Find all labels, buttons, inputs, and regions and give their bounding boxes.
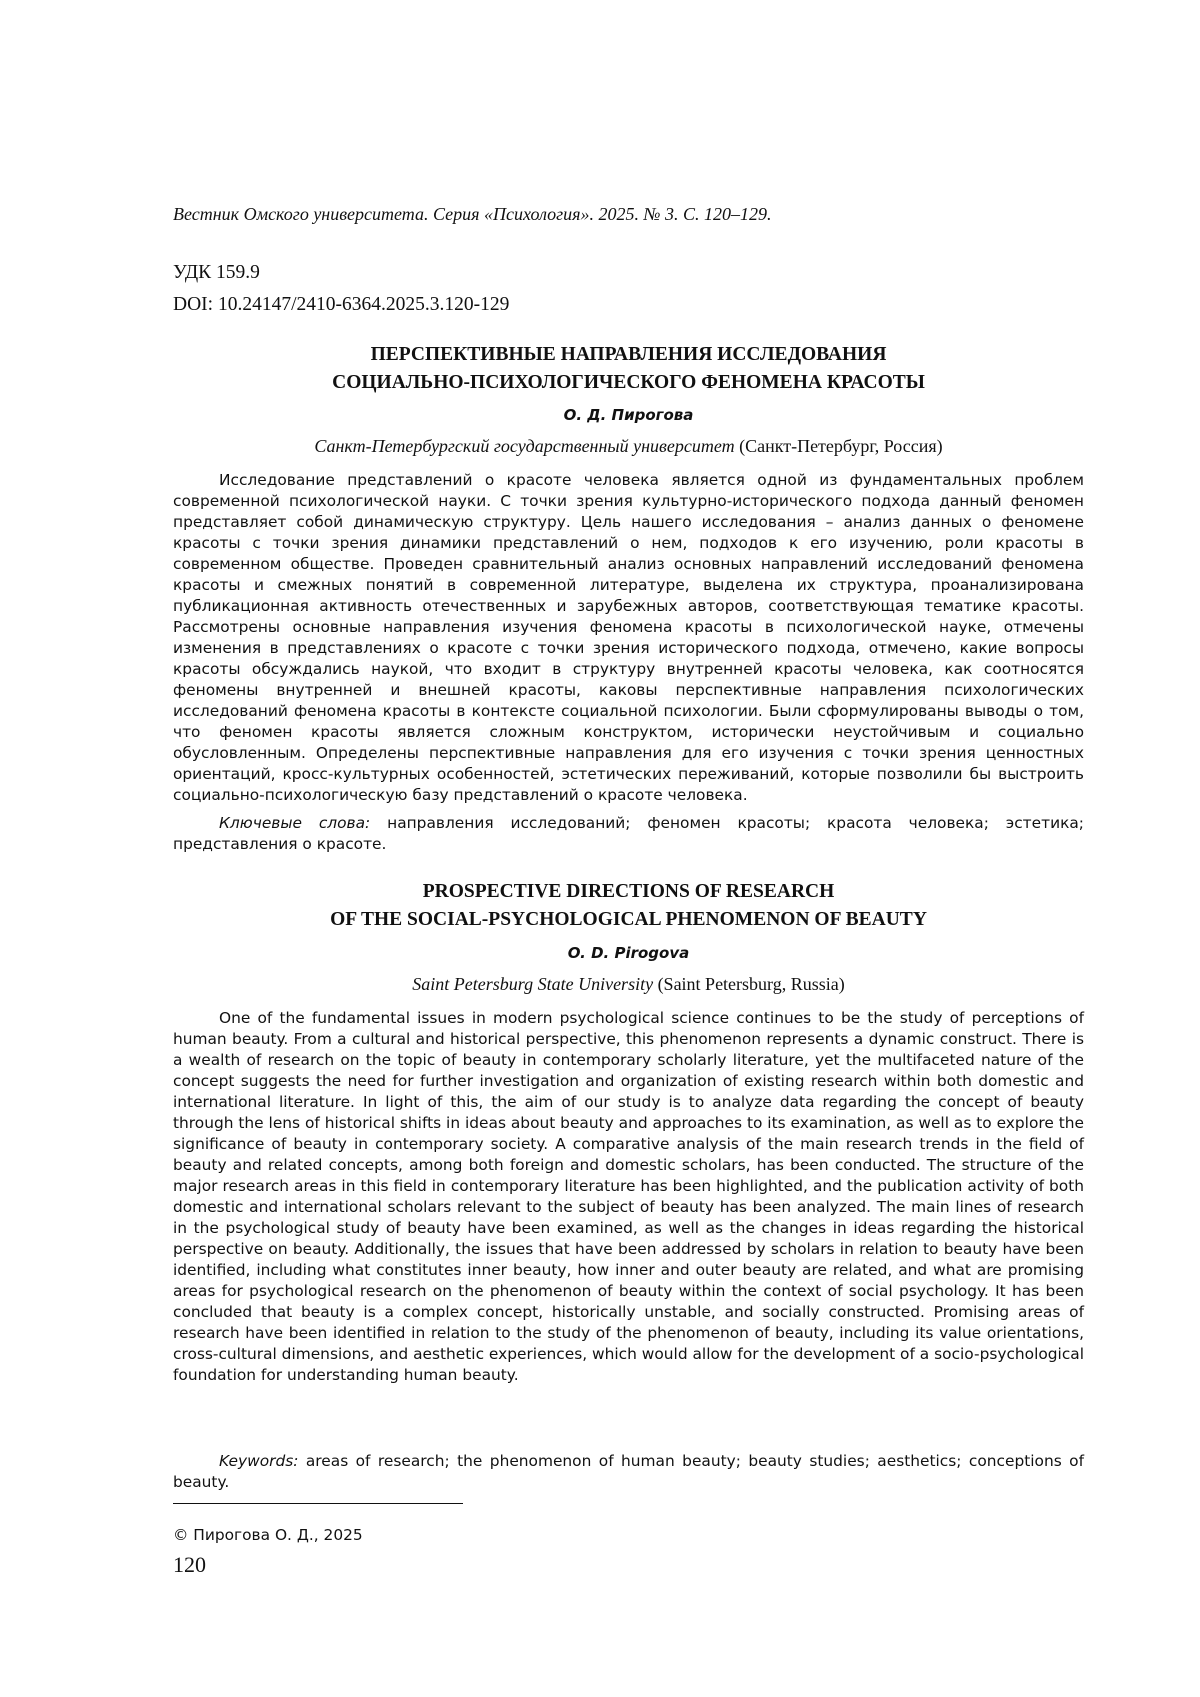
author-ru: О. Д. Пирогова xyxy=(563,406,694,424)
author-en: O. D. Pirogova xyxy=(567,944,690,962)
keywords-ru xyxy=(173,813,1084,855)
abstract-ru: Исследование представлений о красоте человека является одной из фундаментальных проблем современной психологической науки. С точки зрения культурно-исторического подхода данный феномен представляет собой динамическую структуру. Цель нашего исследования – анализ данных о феномене красоты с точки зрения динамики представлений о нем, подходов к его изучению, роли красоты в современном обществе. Проведен сравнительный анализ основных направлений исследований феномена красоты и смежных понятий в современной литературе, выделена их структура, проанализирована публикационная активность отечественных и зарубежных авторов, соответствующая тематике красоты. Рассмотрены основные направления изучения феномена красоты в психологической науке, отмечены изменения в представлениях о красоте с точки зрения исторического подхода, отмечено, какие вопросы красоты обсуждались наукой, что входит в структуру внутренней красоты человека, как соотносятся феномены внутренней и внешней красоты, каковы перспективные направления психологических исследований феномена красоты в контексте социальной психологии. Были сформулированы выводы о том, что феномен красоты является сложным конструктом, исторически неустойчивым и социально обусловленным. Определены перспективные направления для его изучения с точки зрения ценностных ориентаций, кросс-культурных особенностей, эстетических переживаний, которые позволили бы выстроить социально-психологическую базу представлений о красоте человека. xyxy=(173,471,1084,804)
title-en-line-2: OF THE SOCIAL-PSYCHOLOGICAL PHENOMENON OF BEAUTY xyxy=(330,909,927,930)
location-en: (Saint Petersburg, Russia) xyxy=(657,974,845,994)
copyright-notice: © Пирогова О. Д., 2025 xyxy=(173,1526,363,1544)
keywords-en-label: Keywords: xyxy=(219,1452,299,1470)
title-ru-line-2: СОЦИАЛЬНО-ПСИХОЛОГИЧЕСКОГО ФЕНОМЕНА КРАСОТЫ xyxy=(332,372,925,393)
page-number: 120 xyxy=(173,1552,206,1577)
doi: DOI: 10.24147/2410-6364.2025.3.120-129 xyxy=(173,294,510,315)
title-ru-line-1: ПЕРСПЕКТИВНЫЕ НАПРАВЛЕНИЯ ИССЛЕДОВАНИЯ xyxy=(370,344,887,365)
keywords-ru-label: Ключевые слова: xyxy=(219,814,371,832)
affiliation-ru xyxy=(173,436,1084,457)
keywords-ru-text: направления исследований; феномен красоты; красота человека; эстетика; представления о красоте. xyxy=(173,814,1084,853)
title-en-line-1: PROSPECTIVE DIRECTIONS OF RESEARCH xyxy=(422,881,835,902)
article-title-ru xyxy=(173,341,1084,397)
location-ru: (Санкт-Петербург, Россия) xyxy=(739,436,943,456)
university-en: Saint Petersburg State University xyxy=(412,974,654,994)
university-ru: Санкт-Петербургский государственный университет xyxy=(314,436,735,456)
udc-code: УДК 159.9 xyxy=(173,262,260,283)
article-title-en xyxy=(173,878,1084,934)
affiliation-en xyxy=(173,974,1084,995)
keywords-en xyxy=(173,1451,1084,1493)
journal-citation: Вестник Омского университета. Серия «Психология». 2025. № 3. С. 120–129. xyxy=(173,204,772,224)
abstract-en: One of the fundamental issues in modern psychological science continues to be the study of perceptions of human beauty. From a cultural and historical perspective, this phenomenon represents a dynamic construct. There is a wealth of research on the topic of beauty in contemporary scholarly literature, yet the multifaceted nature of the concept suggests the need for further investigation and organization of existing research within both domestic and international literature. In light of this, the aim of our study is to analyze data regarding the concept of beauty through the lens of historical shifts in ideas about beauty and approaches to its examination, as well as to explore the significance of beauty in contemporary society. A comparative analysis of the main research trends in the field of beauty and related concepts, among both foreign and domestic scholars, has been conducted. The structure of the major research areas in this field in contemporary literature has been highlighted, and the publication activity of both domestic and international scholars relevant to the subject of beauty has been analyzed. The main lines of research in the psychological study of beauty have been examined, as well as the changes in ideas regarding the historical perspective on beauty. Additionally, the issues that have been addressed by scholars in relation to beauty have been identified, including what constitutes inner beauty, how inner and outer beauty are related, and what are promising areas for psychological research on the phenomenon of beauty within the context of social psychology. It has been concluded that beauty is a complex concept, historically unstable, and socially constructed. Promising areas of research have been identified in relation to the study of the phenomenon of beauty, including its value orientations, cross-cultural dimensions, and aesthetic experiences, which would allow for the development of a socio-psychological foundation for understanding human beauty. xyxy=(173,1009,1084,1384)
keywords-en-text: areas of research; the phenomenon of human beauty; beauty studies; aesthetics; conceptions of beauty. xyxy=(173,1452,1084,1491)
footnote-divider xyxy=(173,1503,463,1504)
